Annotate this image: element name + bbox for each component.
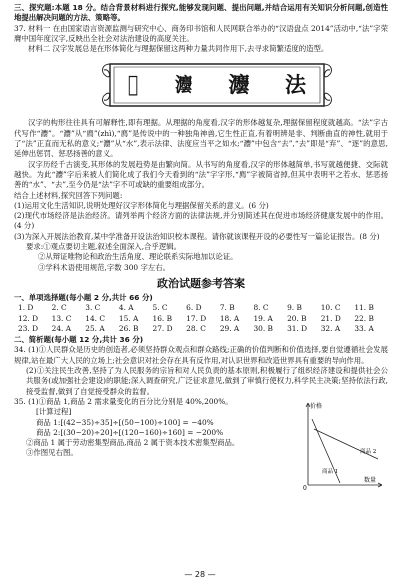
calc-title: [计算过程] [36, 407, 72, 417]
mc-answer: 30. B [253, 323, 273, 333]
mc-answer: 27. D [152, 323, 173, 333]
label-product-1: 商品 1 [322, 468, 339, 475]
y-axis-label: 价格 [310, 402, 323, 410]
material-two: 材料二 汉字发展总是在形体简化与理据保留这两种力量共同作用下,去寻求简繁适度的造型。 [28, 44, 329, 54]
mc-answer: 2. C [51, 303, 67, 313]
mc-answer: 4. A [118, 303, 134, 313]
mc-answer: 20. B [287, 313, 307, 323]
mc-answer: 3. C [85, 303, 101, 313]
mc-answer: 17. D [186, 313, 207, 323]
banner-char-modern: 法 [285, 72, 308, 98]
mc-answer: 28. C [186, 323, 206, 333]
mc-answer: 18. A [219, 313, 240, 323]
answer-34-2: (2)①关注民生改善,坚持了为人民服务的宗旨和对人民负责的基本原则,积极履行了组织经济建设和提供社会公共服务(或加强社会建设)的职能;深入调查研究,广泛征求意见,做到了审慎行使权力,科学民主决策;坚持依法行政,接受监督,做到了自觉接受群众的监督。 [26, 366, 388, 396]
answer-35-2: ②商品 1 属于劳动密集型商品,商品 2 属于资本技术密集型商品。 [26, 438, 240, 448]
material-paragraph-2: 汉字历经千古演变,其形体的发展趋势是由繁向简。从书写的角度看,汉字的形体越简单,书写就越便捷、交际就越快。为此“灋”字后来被人们简化成了我们今天看到的“法”字字形,“廌”字被简省掉,但其中表明平之若水、惩恶扬善的“水”、“去”,至今仍是“法”字不可或缺的重要组成部分。 [14, 159, 388, 190]
mc-answer: 16. B [152, 313, 173, 323]
question-item-2: (2)现代市场经济是法治经济。请列举两个经济方面的法律法规,并分别简述其在促进市场经济健康发展中的作用。(4 分) [14, 211, 388, 231]
mc-answer: 8. C [253, 303, 269, 313]
mc-answer: 5. C [152, 303, 168, 313]
mc-answer: 10. C [320, 303, 341, 313]
mc-answer: 1. D [18, 303, 34, 313]
calc-line-1: 商品 1:[(42−35)÷35]÷[(50−100)÷100] = −40% [36, 417, 214, 427]
mc-answer: 12. D [18, 313, 39, 323]
mc-answer: 33. A [354, 323, 374, 333]
material-one: 37. 材料一 在由国家语言资源监测与研究中心、商务印书馆和人民网联合举办的“汉语盘点 2014”活动中,“法”字荣膺中国年度汉字,反映出全社会对法治建设的高度关注。 [14, 23, 388, 43]
mc-answer: 21. D [320, 313, 341, 323]
label-product-2: 商品 2 [360, 448, 377, 455]
requirement-3: ③学科术语使用规范,字数 300 字左右。 [38, 262, 171, 272]
answer-key-title: 政治试题参考答案 [157, 276, 245, 290]
fa-character-evolution-banner [98, 58, 334, 114]
mc-answer: 9. B [287, 303, 302, 313]
mc-answer: 19. A [253, 313, 273, 323]
mc-answer: 23. D [18, 323, 39, 333]
mc-answer: 15. A [118, 313, 139, 323]
mc-answer: 24. A [51, 323, 72, 333]
section-heading-inquiry: 三、探究题:本题 18 分。结合背景材料进行探究,能够发现问题、提出问题,并结合运用有关知识分析问题,创造性地提出解决问题的方法、策略等。 [14, 3, 388, 23]
banner-char-bronze: 灋 [174, 74, 194, 97]
mc-answer: 25. A [85, 323, 105, 333]
banner-char-oracle: 𤅬 [128, 72, 141, 99]
mc-answer: 7. B [219, 303, 235, 313]
requirement-2: ②从辩证唯物论和政治生活角度、理论联系实际地加以论证。 [38, 252, 238, 262]
answer-35 [14, 396, 388, 491]
mc-answer: 14. C [85, 313, 106, 323]
demand-curve-chart [300, 399, 384, 491]
answer-34-1: 34. (1)①人民群众是历史的创造者,必须坚持群众观点和群众路线;正确的价值判断和价值选择,要自觉遵循社会发展规律,站在最广大人民的立场上;社会意识对社会存在具有反作用,对认识世界和改造世界具有重要的导向作用。 [14, 345, 388, 365]
mc-answer: 22. B [354, 313, 374, 323]
origin-label: 0 [303, 484, 307, 491]
short-answer-heading: 二、简析题(每小题 12 分,共计 36 分) [14, 335, 144, 345]
mc-answer: 31. D [287, 323, 308, 333]
answer-35-1: 35. (1)①商品 1,商品 2 需求量变化的百分比分别是 40%,200%。 [14, 396, 233, 406]
page-number: — 28 — [184, 570, 216, 579]
material-paragraph-1: 汉字的构形往往具有可解释性,即有理据。从理据的角度看,汉字的形体越复杂,理据保留程度就越高。“法”字古代写作“灋”。“灋”从“廌”(zhì),“廌”是传说中的一种独角神兽,它生性正直,有着明辨是非、判断曲直的神性,就用于了“法”正直而无私的意义;“灋”从“水”,表示法律、法度应当平之如水;“灋”中包含“去”,“去”即是“弃”、“逐”的意思,延伸出惩罚、惩恶扬善的意义。 [14, 118, 388, 159]
mc-answer: 32. A [320, 323, 341, 333]
mc-answer: 13. C [51, 313, 72, 323]
mc-answer: 6. D [186, 303, 202, 313]
mc-section-heading: 一、单项选择题(每小题 2 分,共计 66 分) [14, 292, 153, 302]
calc-line-2: 商品 2:[(30−20)÷20]÷[(120−160)÷160] = −200% [36, 427, 224, 437]
question-item-3: (3)为深入开展法治教育,某中学准备开设法治知识校本课程。请你就该课程开设的必要性写一篇论证报告。(8 分) [14, 231, 380, 241]
question-prompt: 结合上述材料,探究回答下列问题: [14, 190, 123, 200]
requirement-1: 要求:①观点要切主题,叙述全面深入,合乎逻辑。 [26, 242, 182, 252]
question-item-1: (1)运用文化生活知识,说明处理好汉字形体简化与理据保留关系的意义。(6 分) [14, 200, 269, 210]
mc-answer-grid [18, 303, 388, 334]
x-axis-label: 数量 [364, 476, 377, 484]
mc-answer: 26. B [118, 323, 139, 333]
banner-char-seal: 灋 [228, 72, 252, 98]
mc-answer: 11. B [354, 303, 374, 313]
mc-answer: 29. A [219, 323, 240, 333]
answer-35-3: ③作图见右图。 [26, 448, 78, 458]
document-page [14, 3, 388, 491]
